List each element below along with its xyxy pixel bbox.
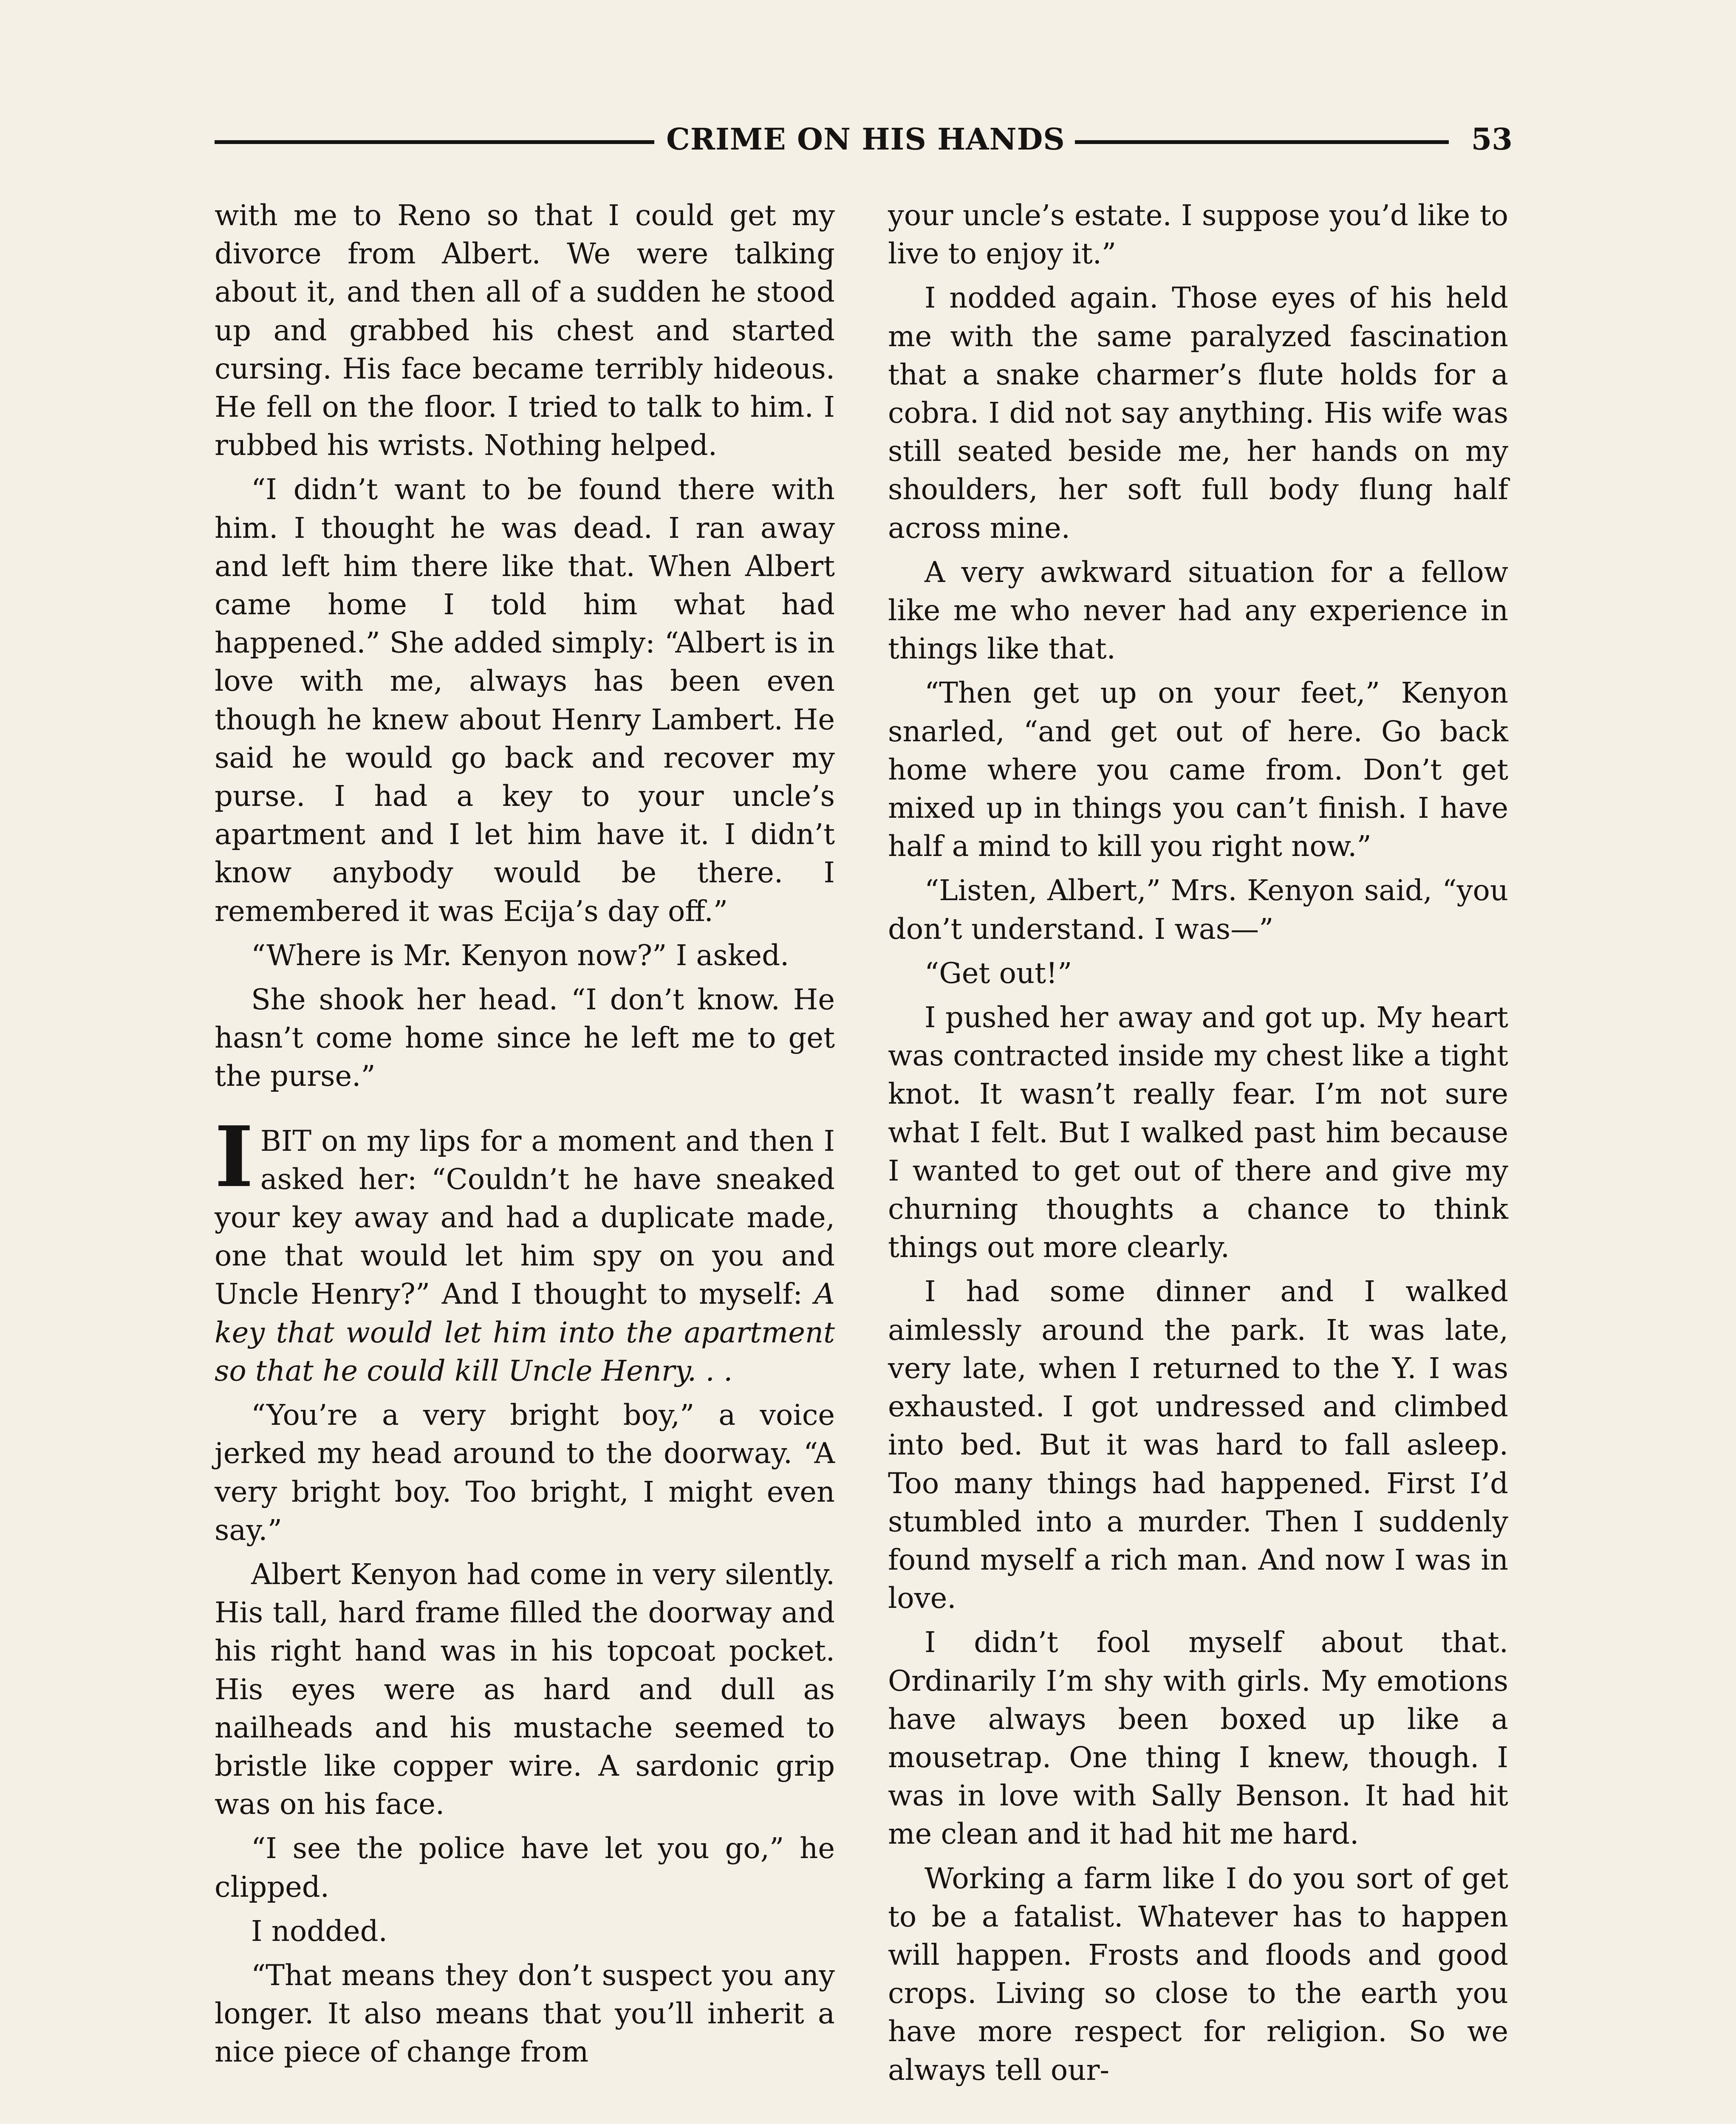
paragraph: with me to Reno so that I could get my divorce from Albert. We were talking about it, and then all of a sudden he stood up and grabbed his chest and started cursing. His face became terribly hideous. He fell on the floor. I tried to talk to him. I rubbed his wrists. Nothing helped. xyxy=(215,199,835,462)
paragraph: “I see the police have let you go,” he clipped. xyxy=(215,1832,835,1904)
paragraph: “You’re a very bright boy,” a voice jerked my head around to the doorway. “A very bright boy. Too bright, I might even say.” xyxy=(215,1398,835,1547)
paragraph: I pushed her away and got up. My heart was contracted inside my chest like a tight knot. It wasn’t really fear. I’m not sure what I felt. But I walked past him because I wanted to get out of there and give my churning thoughts a chance to think things out more clearly. xyxy=(888,1001,1508,1264)
right-column xyxy=(888,196,1508,2095)
left-column xyxy=(215,196,835,2077)
page-number: 53 xyxy=(1471,121,1513,157)
paragraph: “Then get up on your feet,” Kenyon snarled, “and get out of here. Go back home where you came from. Don’t get mixed up in things you can’t finish. I have half a mind to kill you right now.” xyxy=(888,676,1508,863)
paragraph: I had some dinner and I walked aimlessly around the park. It was late, very late, when I returned to the Y. I was exhausted. I got undressed and climbed into bed. But it was hard to fall asleep. Too many things had happened. First I’d stumbled into a murder. Then I suddenly found myself a rich man. And now I was in love. xyxy=(888,1275,1508,1615)
paragraph: Working a farm like I do you sort of get to be a fatalist. Whatever has to happen will happen. Frosts and floods and good crops. Living so close to the earth you have more respect for religion. So we always tell our- xyxy=(888,1861,1508,2087)
paragraph: Albert Kenyon had come in very silently. His tall, hard frame filled the doorway and his right hand was in his topcoat pocket. His eyes were as hard and dull as nailheads and his mustache seemed to bristle like copper wire. A sardonic grip was on his face. xyxy=(215,1557,835,1821)
paragraph: “Listen, Albert,” Mrs. Kenyon said, “you don’t understand. I was—” xyxy=(888,874,1508,946)
paragraph-text: BIT on my lips for a moment and then I asked her: “Couldn’t he have sneaked your key away and had a duplicate made, one that would let him spy on you and Uncle Henry?” And I thought to myself: xyxy=(215,1124,835,1311)
header-rule-right xyxy=(1075,140,1449,144)
paragraph: A very awkward situation for a fellow like me who never had any experience in things like that. xyxy=(888,555,1508,666)
paragraph: “Where is Mr. Kenyon now?” I asked. xyxy=(251,938,789,972)
drop-cap: I xyxy=(215,1108,254,1206)
paragraph: I didn’t fool myself about that. Ordinarily I’m shy with girls. My emotions have always been boxed up like a mousetrap. One thing I knew, though. I was in love with Sally Benson. It had hit me clean and it had hit me hard. xyxy=(888,1626,1508,1851)
story-title: CRIME ON HIS HANDS xyxy=(666,121,1065,157)
italic-thought: A key that would let him into the apartment so that he could kill Uncle Henry. . . xyxy=(215,1277,835,1387)
paragraph: I nodded again. Those eyes of his held me with the same paralyzed fascination that a snake charmer’s flute holds for a cobra. I did not say anything. His wife was still seated beside me, her hands on my shoulders, her soft full body flung half across mine. xyxy=(888,281,1508,545)
paragraph: “Get out!” xyxy=(925,956,1072,990)
paragraph: “I didn’t want to be found there with him. I thought he was dead. I ran away and left him there like that. When Albert came home I told him what had happened.” She added simply: “Albert is in love with me, always has been even though he knew about Henry Lambert. He said he would go back and recover my purse. I had a key to your uncle’s apartment and I let him have it. I didn’t know anybody would be there. I remembered it was Ecija’s day off.” xyxy=(215,473,835,928)
paragraph: your uncle’s estate. I suppose you’d like to live to enjoy it.” xyxy=(888,199,1508,271)
running-header xyxy=(215,114,1513,165)
paragraph: She shook her head. “I don’t know. He hasn’t come home since he left me to get the purse.” xyxy=(215,983,835,1093)
paragraph: I nodded. xyxy=(251,1914,387,1948)
header-rule-left xyxy=(215,140,654,144)
paragraph: “That means they don’t suspect you any longer. It also means that you’ll inherit a nice piece of change from xyxy=(215,1958,835,2069)
section-opening-paragraph xyxy=(215,1108,835,1390)
